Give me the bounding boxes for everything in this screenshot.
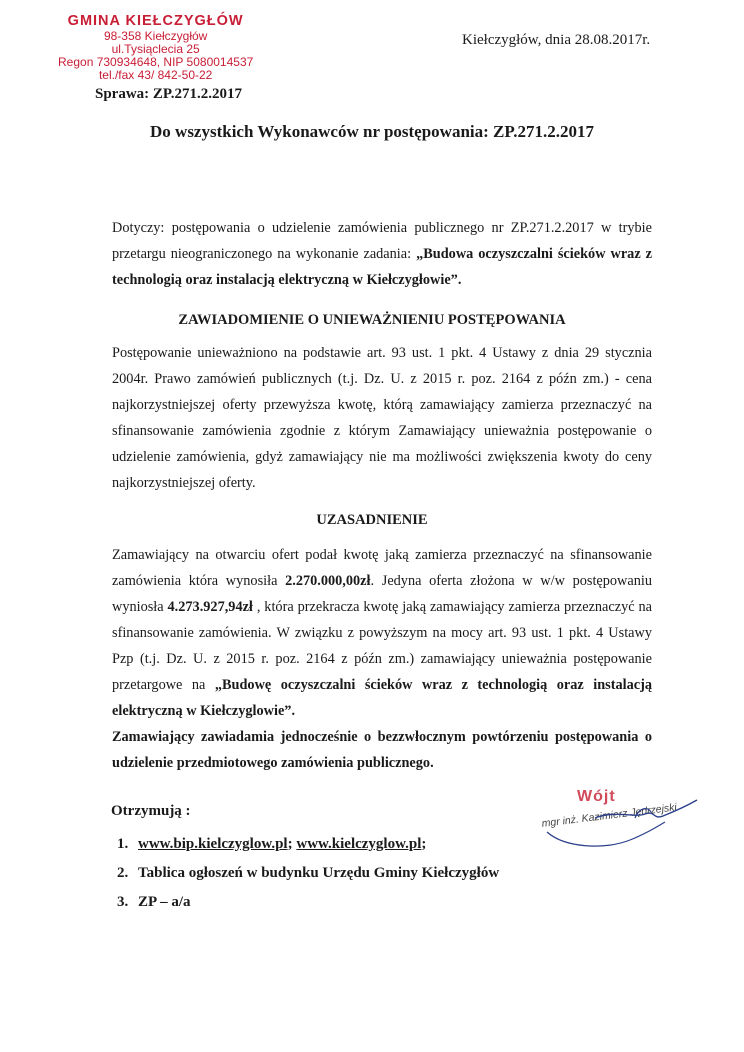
addressee-heading: Do wszystkich Wykonawców nr postępowania: ZP.271.2.2017	[150, 122, 594, 141]
justification-paragraph	[112, 542, 652, 776]
recipients-label: Otrzymują :	[111, 803, 191, 819]
notice-paragraph: Postępowanie unieważniono na podstawie art. 93 ust. 1 pkt. 4 Ustawy z dnia 29 stycznia 2004r. Prawo zamówień publicznych (t.j. Dz. U. z 2015 r. poz. 2164 z późn zm.) - cena najkorzystniejszej oferty przewyższa kwotę, którą zamawiający zamierza przeznaczyć na sfinansowanie zamówienia zgodnie z którym Zamawiający unieważnia postępowanie o udzielenie zamówienia, gdyż zamawiający nie ma możliwości zwiększenia kwoty do ceny najkorzystniejszej oferty.	[112, 345, 652, 491]
justification-text-1: Zamawiający na otwarciu ofert podał kwotę jaką zamierza przeznaczyć na sfinansowanie zamówienia która wynosiła	[112, 547, 652, 589]
stamp-address-line: 98-358 Kiełczygłów	[103, 28, 208, 43]
signature-block	[535, 788, 705, 858]
website-link[interactable]: www.kielczyglow.pl	[296, 836, 422, 852]
subject-paragraph	[112, 215, 652, 293]
list-item: 3. ZP – a/a	[132, 888, 499, 917]
case-number: Sprawa: ZP.271.2.2017	[95, 86, 242, 102]
link-end: ;	[421, 836, 427, 852]
justification-text-3: , która przekracza kwotę jaką zamawiający zamierza przeznaczyć na sfinansowanie zamówienia. W związku z powyższym na mocy art. 93 ust. 1 pkt. 4 Ustawy Pzp (t.j. Dz. U. z 2015 r. poz. 2164 z późn zm.) zamawiający unieważnia postępowanie przetargowe na	[112, 599, 652, 693]
signature-title: Wójt	[577, 788, 616, 805]
offer-amount: 4.273.927,94zł	[167, 599, 253, 615]
notice-heading: ZAWIADOMIENIE O UNIEWAŻNIENIU POSTĘPOWANIA	[178, 312, 566, 328]
stamp-regon-line: Regon 730934648, NIP 5080014537	[58, 54, 254, 69]
signature-name: mgr inż. Kazimierz Jędrzejski	[541, 801, 678, 830]
municipality-stamp	[58, 14, 253, 81]
stamp-street-line: ul.Tysiąclecia 25	[111, 41, 200, 56]
justification-heading: UZASADNIENIE	[316, 512, 428, 528]
recipients-list	[112, 830, 499, 917]
final-statement: Zamawiający zawiadamia jednocześnie o bezzwłocznym powtórzeniu postępowania o udzielenie przedmiotowego zamówienia publicznego.	[112, 729, 652, 771]
subject-text: Dotyczy: postępowania o udzielenie zamówienia publicznego nr ZP.271.2.2017 w trybie przetargu nieograniczonego na wykonanie zadania:	[112, 220, 652, 262]
subject-task: „Budowa oczyszczalni ścieków wraz z technologią oraz instalacją elektryczną w Kiełczygłowie”.	[112, 246, 652, 288]
justification-text-2: . Jedyna oferta złożona w w/w postępowaniu wyniosła	[112, 573, 652, 615]
bip-link[interactable]: www.bip.kielczyglow.pl	[138, 836, 288, 852]
stamp-name: GMINA KIEŁCZYGŁÓW	[67, 13, 244, 29]
link-separator: ;	[287, 836, 297, 852]
stamp-phone-line: tel./fax 43/ 842-50-22	[98, 67, 213, 82]
list-item: 2. Tablica ogłoszeń w budynku Urzędu Gminy Kiełczygłów	[132, 859, 499, 888]
budget-amount: 2.270.000,00zł	[285, 573, 371, 589]
handwritten-signature	[535, 788, 705, 858]
list-item	[132, 830, 499, 859]
letter-date: Kiełczygłów, dnia 28.08.2017r.	[462, 32, 651, 48]
justification-task: „Budowę oczyszczalni ścieków wraz z technologią oraz instalacją elektryczną w Kiełczyglowie”.	[112, 677, 653, 719]
